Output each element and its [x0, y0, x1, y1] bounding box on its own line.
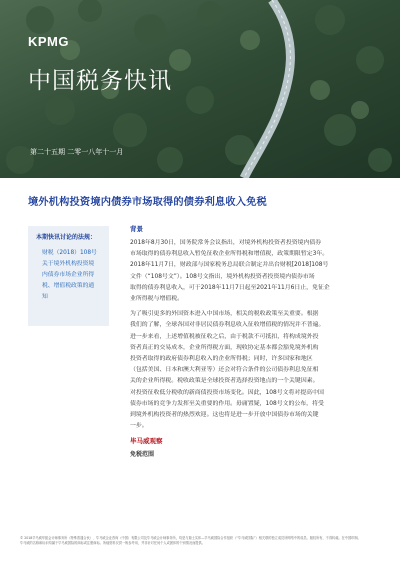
- exemption-scope-heading: 免税范围: [130, 451, 155, 459]
- sidebar-line: 内债券市场企业所得: [42, 272, 95, 278]
- text-line: 文件（“108号文”）。108号文指出，境外机构投资者投资境内债券市场: [130, 273, 315, 280]
- text-line: 债券市场的竞争力发挥至关重要的作用。毋庸置疑，108号文的公布，将受: [130, 400, 324, 407]
- text-line: 为了吸引更多的外国资本进入中国市场，相关的税收政策至关重要。根据: [130, 311, 319, 318]
- text-line: 2018年8月30日，国务院常务会议指出，对境外机构投资者投资境内债券: [130, 240, 322, 246]
- kpmg-logo: KPMG: [28, 34, 69, 49]
- article-title: 境外机构投资境内债券市场取得的债券利息收入免税: [28, 197, 267, 208]
- background-paragraph: [130, 238, 382, 305]
- text-line: 我们的了解，全球各国对非居民债券利息收入征收增值税的情况并不普遍。: [130, 322, 325, 329]
- newsletter-title: 中国税务快讯: [28, 68, 172, 94]
- hero-banner: [0, 0, 400, 178]
- text-line: 业所得税与增值税。: [130, 296, 184, 303]
- text-line: 取得的债券利息收入，可于2018年11月7日起至2021年11月6日止，免征企: [130, 284, 330, 291]
- footer-line: © 2018毕马威华振会计师事务所（特殊普通合伙）、毕马威企业咨询（中国）有限公司及毕马威会计师事务所，均是与瑞士实体—毕马威国际合作组织（“毕马威国际”）相关联的独立成员所网络中的成员。版权所有，不得转载。在中国印制。: [20, 536, 361, 540]
- body-paragraph: [130, 309, 382, 432]
- sidebar-line: 关于境外机构投资境: [42, 261, 95, 267]
- sidebar-line: 税、增值税政策的通: [42, 283, 95, 289]
- text-line: （包括美国、日本和澳大利亚等）还会对符合条件的公司债券利息免征相: [130, 367, 319, 374]
- text-line: 到境外机构投资者的热烈欢迎。这也将是进一步开放中国债券市场的关键: [130, 412, 319, 419]
- text-line: 市场取得的债券利息收入暂免征收企业所得税和增值税，政策期限暂定3年。: [130, 251, 329, 258]
- footer-line: 毕马威的名称和标识均属于毕马威国际的商标或注册商标。所载资料仅供一般参考用，并非针对任何个人或团体的个别情况而提供。: [20, 541, 205, 545]
- issue-label: 第二十五期 二零一八年十一月: [30, 148, 124, 156]
- text-line: 进一步来看，上述增值税被征收之后，由于税款不可抵扣，将构成境外投: [130, 333, 319, 340]
- text-line: 一步。: [130, 423, 148, 430]
- kpmg-view-heading: 毕马威观察: [130, 437, 163, 446]
- sidebar-body: [36, 248, 101, 303]
- legal-footer: [20, 536, 382, 546]
- regulation-sidebar: [28, 226, 109, 326]
- sidebar-line: 财税（2018）108号: [42, 250, 97, 256]
- sidebar-line: 知: [42, 294, 48, 300]
- text-line: 投资者取得的政府债券利息收入的企业所得税；同时，许多国家和地区: [130, 356, 313, 363]
- text-line: 关的企业所得税。税收政策是全球投资者选择投资地点的一个关键因素。: [130, 378, 319, 385]
- sidebar-title: 本期快讯讨论的法规：: [36, 234, 97, 241]
- main-column: [130, 224, 382, 460]
- text-line: 资者真正的交易成本，企业所得税方面，现收协定基本都会豁免境外机构: [130, 344, 319, 351]
- text-line: 2018年11月7日，财政部与国家税务总局联合制定并出台财税[2018]108号: [130, 262, 329, 269]
- background-heading: 背景: [130, 225, 143, 233]
- text-line: 对投资征收低分税收的新商债投资市场变化。因此，108号文将对提高中国: [130, 389, 324, 396]
